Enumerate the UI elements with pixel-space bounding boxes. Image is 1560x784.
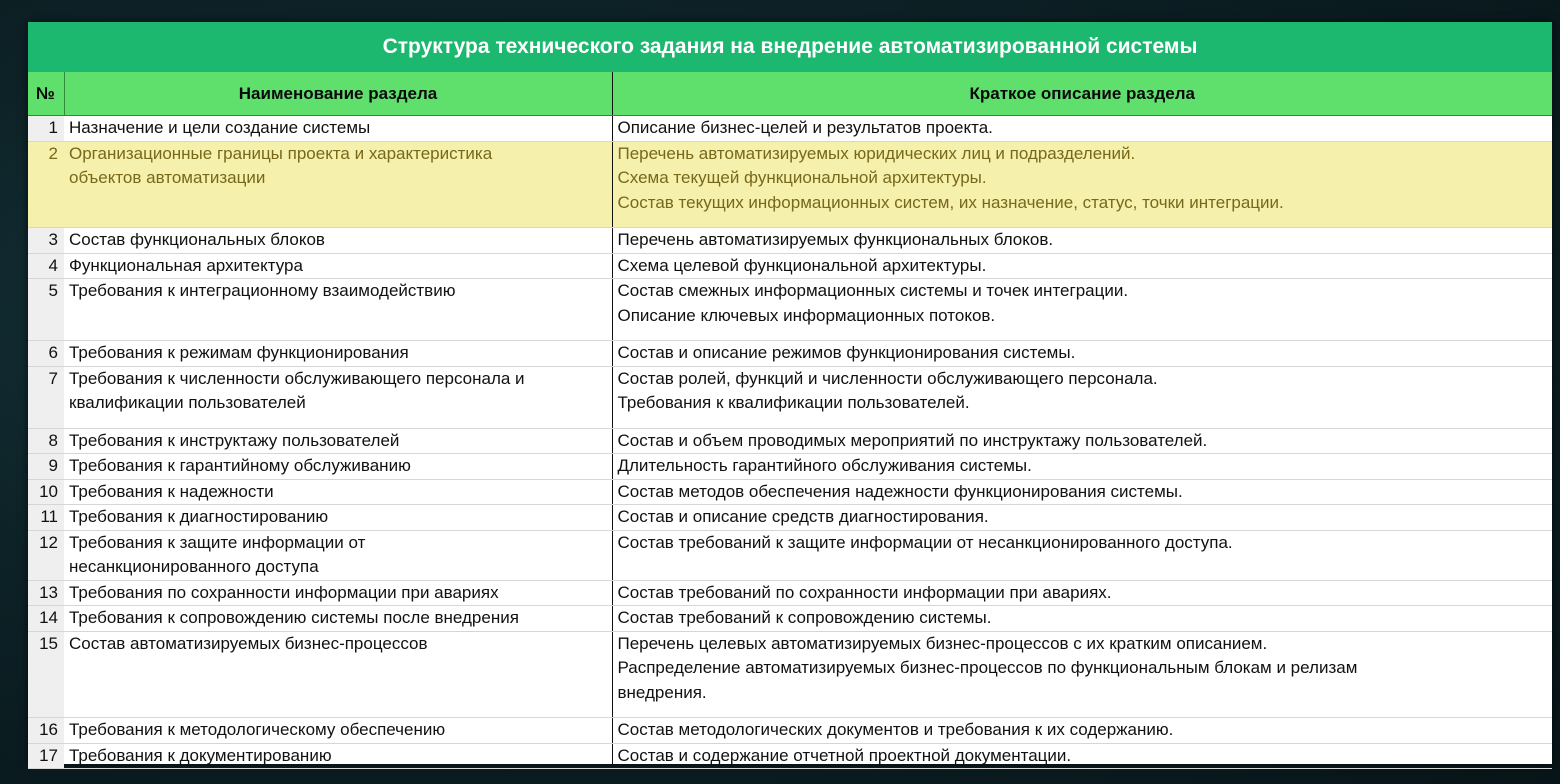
table-title: Структура технического задания на внедрение автоматизированной системы — [28, 22, 1552, 72]
section-name-line: Требования к интеграционному взаимодействию — [69, 281, 456, 300]
spreadsheet — [28, 22, 1552, 764]
section-name-cell — [64, 279, 612, 341]
row-spacer — [618, 555, 1548, 567]
section-description-line: Перечень автоматизируемых функциональных блоков. — [617, 230, 1054, 249]
table-row — [28, 279, 1552, 341]
row-number: 13 — [28, 580, 64, 606]
section-description-line: Состав и содержание отчетной проектной документации. — [617, 745, 1072, 765]
section-name-line: Требования к документированию — [69, 745, 332, 765]
section-name-cell — [64, 743, 612, 769]
row-number: 5 — [28, 279, 64, 341]
section-name-cell — [64, 454, 612, 480]
section-description-line: Состав требований к защите информации от несанкционированного доступа. — [617, 532, 1233, 552]
section-name-cell — [64, 505, 612, 531]
row-number: 7 — [28, 366, 64, 428]
section-description-line: Состав и объем проводимых мероприятий по инструктажу пользователей. — [617, 430, 1208, 450]
section-description-line: Длительность гарантийного обслуживания системы. — [617, 456, 1032, 475]
section-name-line: Требования к диагностированию — [69, 507, 329, 526]
table-row — [28, 718, 1552, 744]
section-name-line: Требования к сопровождению системы после внедрения — [69, 608, 519, 627]
section-description-cell — [612, 341, 1552, 367]
row-number: 16 — [28, 718, 64, 744]
section-name-line: объектов автоматизации — [69, 168, 266, 187]
section-name-line: Состав функциональных блоков — [69, 230, 325, 249]
section-name-line: Функциональная архитектура — [69, 255, 303, 275]
section-name-line: Требования по сохранности информации при авариях — [69, 582, 499, 602]
section-description-line: внедрения. — [617, 682, 707, 702]
table-row — [28, 428, 1552, 454]
table-row — [28, 580, 1552, 606]
section-name-cell — [64, 631, 612, 718]
row-spacer — [618, 705, 1548, 717]
section-name-cell — [64, 606, 612, 632]
section-description-cell — [612, 253, 1552, 279]
row-number: 3 — [28, 228, 64, 254]
table-row — [28, 505, 1552, 531]
section-description-cell — [612, 530, 1552, 580]
table-row — [28, 366, 1552, 428]
row-number: 11 — [28, 505, 64, 531]
section-name-line: Требования к защите информации от — [69, 532, 366, 552]
table-row — [28, 228, 1552, 254]
section-description-cell — [612, 718, 1552, 744]
row-spacer — [618, 328, 1548, 340]
section-description-cell — [612, 141, 1552, 228]
section-description-cell — [612, 428, 1552, 454]
section-name-cell — [64, 116, 612, 142]
table-row — [28, 253, 1552, 279]
section-description-cell — [612, 743, 1552, 769]
table-row — [28, 631, 1552, 718]
section-name-cell — [64, 580, 612, 606]
section-name-cell — [64, 341, 612, 367]
table-row — [28, 479, 1552, 505]
section-description-cell — [612, 116, 1552, 142]
row-spacer — [618, 416, 1548, 428]
section-name-cell — [64, 530, 612, 580]
section-description-cell — [612, 366, 1552, 428]
section-description-line: Состав и описание режимов функционирования системы. — [617, 343, 1076, 362]
row-number: 15 — [28, 631, 64, 718]
section-description-cell — [612, 580, 1552, 606]
section-name-line: Требования к гарантийному обслуживанию — [69, 456, 411, 475]
section-description-line: Перечень целевых автоматизируемых бизнес-процессов с их кратким описанием. — [617, 633, 1268, 653]
section-description-line: Описание бизнес-целей и результатов проекта. — [617, 118, 993, 137]
section-description-line: Состав текущих информационных систем, их назначение, статус, точки интеграции. — [617, 192, 1284, 212]
header-section-name: Наименование раздела — [64, 72, 612, 116]
table-row — [28, 743, 1552, 769]
section-description-cell — [612, 505, 1552, 531]
table-row — [28, 341, 1552, 367]
section-name-cell — [64, 253, 612, 279]
table-row — [28, 530, 1552, 580]
sections-table — [28, 72, 1552, 769]
section-name-cell — [64, 718, 612, 744]
table-row — [28, 141, 1552, 228]
section-description-line: Перечень автоматизируемых юридических лиц и подразделений. — [617, 143, 1136, 163]
row-number: 1 — [28, 116, 64, 142]
row-number: 8 — [28, 428, 64, 454]
header-number: № — [28, 72, 64, 116]
row-number: 14 — [28, 606, 64, 632]
section-description-cell — [612, 228, 1552, 254]
section-description-cell — [612, 631, 1552, 718]
section-name-line: Требования к методологическому обеспечению — [69, 720, 446, 739]
section-description-cell — [612, 479, 1552, 505]
section-description-line: Описание ключевых информационных потоков. — [617, 305, 996, 325]
section-description-line: Требования к квалификации пользователей. — [617, 393, 970, 412]
section-name-line: Требования к численности обслуживающего персонала и — [69, 368, 525, 388]
section-description-line: Распределение автоматизируемых бизнес-процессов по функциональным блокам и релизам — [617, 658, 1358, 677]
section-name-line: Требования к режимам функционирования — [69, 343, 409, 362]
section-name-cell — [64, 428, 612, 454]
row-number: 2 — [28, 141, 64, 228]
section-description-line: Состав ролей, функций и численности обслуживающего персонала. — [617, 368, 1158, 388]
section-name-line: Назначение и цели создание системы — [69, 118, 371, 137]
header-row — [28, 72, 1552, 116]
section-description-cell — [612, 454, 1552, 480]
section-description-line: Схема целевой функциональной архитектуры. — [617, 255, 987, 275]
section-description-line: Схема текущей функциональной архитектуры. — [617, 168, 987, 187]
section-description-line: Состав смежных информационных системы и точек интеграции. — [617, 281, 1129, 300]
section-name-line: Состав автоматизируемых бизнес-процессов — [69, 633, 428, 653]
section-name-line: Организационные границы проекта и характеристика — [69, 143, 493, 163]
row-spacer — [618, 215, 1548, 227]
section-name-line: Требования к инструктажу пользователей — [69, 430, 400, 450]
section-name-cell — [64, 228, 612, 254]
section-name-line: Требования к надежности — [69, 481, 274, 501]
row-number: 12 — [28, 530, 64, 580]
section-description-line: Состав методов обеспечения надежности функционирования системы. — [617, 481, 1183, 501]
section-name-cell — [64, 366, 612, 428]
table-row — [28, 606, 1552, 632]
table-row — [28, 116, 1552, 142]
section-name-cell — [64, 479, 612, 505]
section-description-line: Состав методологических документов и требования к их содержанию. — [617, 720, 1174, 739]
section-description-line: Состав требований к сопровождению системы. — [617, 608, 992, 627]
row-number: 10 — [28, 479, 64, 505]
section-description-cell — [612, 279, 1552, 341]
section-description-line: Состав и описание средств диагностирования. — [617, 507, 989, 526]
section-name-cell — [64, 141, 612, 228]
section-description-cell — [612, 606, 1552, 632]
row-number: 6 — [28, 341, 64, 367]
section-description-line: Состав требований по сохранности информации при авариях. — [617, 582, 1112, 602]
row-number: 9 — [28, 454, 64, 480]
header-section-description: Краткое описание раздела — [612, 72, 1552, 116]
section-name-line: несанкционированного доступа — [69, 557, 319, 576]
row-number: 4 — [28, 253, 64, 279]
row-number: 17 — [28, 743, 64, 769]
section-name-line: квалификации пользователей — [69, 393, 306, 412]
table-row — [28, 454, 1552, 480]
